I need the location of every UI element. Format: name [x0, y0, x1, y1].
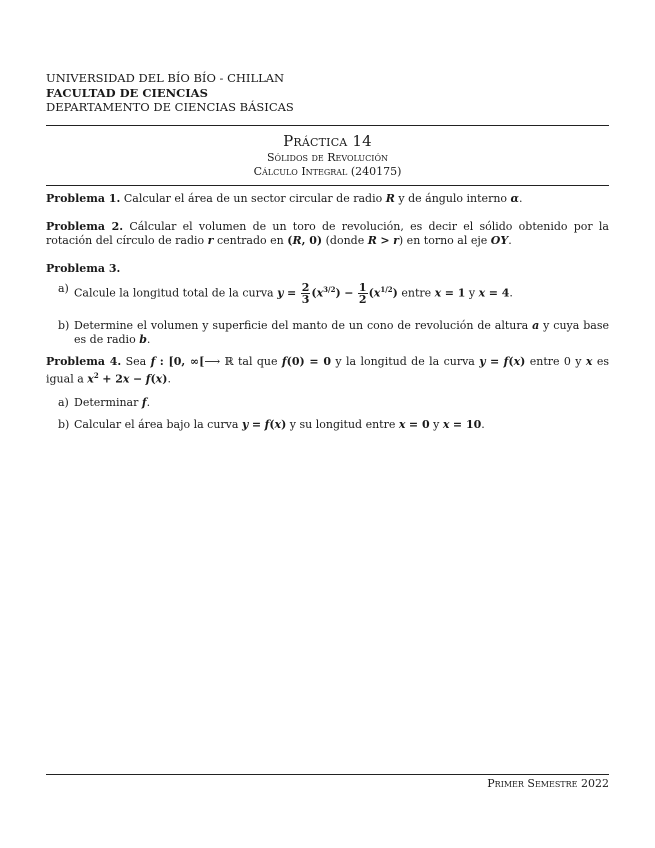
title-divider [46, 185, 609, 186]
problem-3-label: Problema 3. [46, 262, 121, 275]
problem-2: Problema 2. Cálcular el volumen de un toro de revolución, es decir el sólido obtenido por la rotación del círculo de radio r centrado en (R, 0) (donde R > r) en torno al eje OY. [46, 220, 609, 247]
problem-3a-label: a) [58, 282, 69, 295]
problem-1-label: Problema 1. [46, 192, 121, 205]
faculty-name: FACULTAD DE CIENCIAS [46, 85, 208, 100]
problem-4a-label: a) [58, 395, 69, 409]
course-name: Cálculo Integral (240175) [253, 165, 402, 178]
problem-4-label: Problema 4. [46, 355, 122, 368]
problem-3a: a) Calcule la longitud total de la curva y = $\frac{2}{3}$ $(x^{3/2})$ − $\frac{1}{2}$ $(x^{1/2})$ entre x = 1 y x = 4. [58, 281, 513, 306]
problem-list [46, 192, 609, 440]
problem-4b-label: b) [58, 417, 70, 431]
problem-4: Problema 4. Sea f : [0, ∞[⟶ ℝ tal que f(0) = 0 y la longitud de la curva y = f(x) entre 0 y x es igual a $x^2 + 2x - f(x)$. [46, 355, 610, 386]
problem-3-heading [46, 262, 609, 276]
problem-3b-label: b) [58, 319, 70, 332]
problem-1: Problema 1. Calcular el área de un sector circular de radio R y de ángulo interno α. [46, 192, 523, 205]
problem-4b: b) Calcular el área bajo la curva y = f(x) y su longitud entre x = 0 y x = 10. [58, 417, 485, 431]
problem-4a: a) Determinar f. [58, 395, 151, 409]
page-subtitle: Sólidos de Revolución [266, 151, 389, 164]
footer-semester: Primer Semestre 2022 [487, 777, 609, 790]
problem-2-label: Problema 2. [46, 220, 124, 233]
university-name: UNIVERSIDAD DEL BÍO BÍO - CHILLAN [46, 71, 285, 85]
footer-divider [46, 774, 609, 775]
department-name: DEPARTAMENTO DE CIENCIAS BÁSICAS [46, 100, 294, 114]
document-title-block [46, 132, 609, 179]
institution-header [46, 71, 294, 115]
page-title: Práctica 14 [283, 132, 372, 150]
top-divider [46, 125, 609, 126]
problem-3b: b) Determine el volumen y superficie del manto de un cono de revolución de altura a y cuya base es de radio b. [58, 319, 609, 346]
